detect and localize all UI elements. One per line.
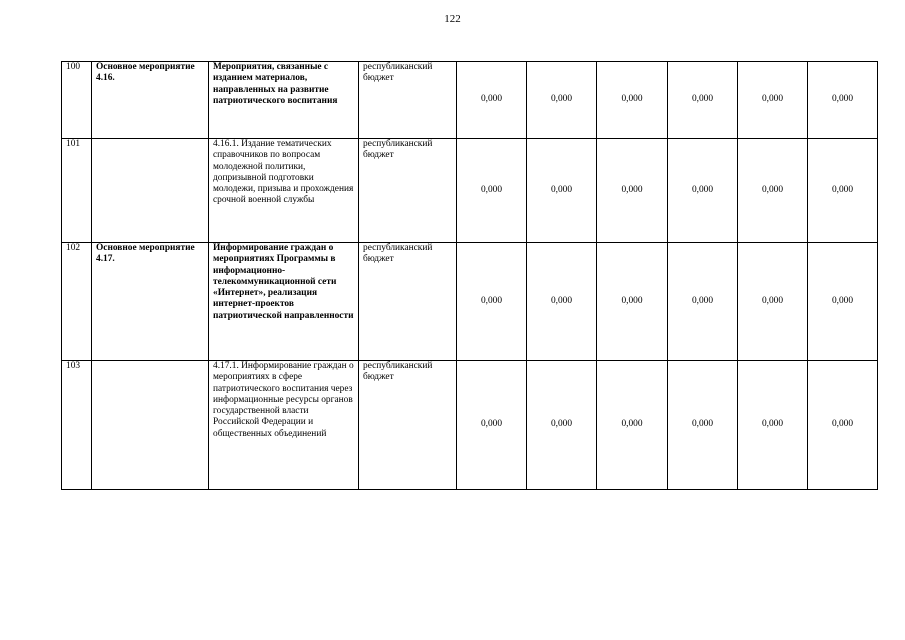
value-cell: 0,000: [738, 139, 808, 243]
value-cell: 0,000: [668, 139, 738, 243]
activity-cell: Основное мероприятие 4.17.: [92, 243, 209, 361]
value-cell: 0,000: [457, 139, 527, 243]
value-cell: 0,000: [668, 62, 738, 139]
value-cell: 0,000: [808, 139, 878, 243]
value-cell: 0,000: [808, 361, 878, 490]
funding-source-cell: республиканский бюджет: [359, 139, 457, 243]
row-index: 102: [62, 243, 92, 361]
description-cell: 4.17.1. Информирование граждан о мероприятиях в сфере патриотического воспитания через информационные ресурсы органов государственной власти Российской Федерации и общественных объединений: [209, 361, 359, 490]
value-cell: 0,000: [738, 361, 808, 490]
value-cell: 0,000: [597, 62, 668, 139]
funding-source-cell: республиканский бюджет: [359, 62, 457, 139]
value-cell: 0,000: [527, 243, 597, 361]
value-cell: 0,000: [597, 361, 668, 490]
description-cell: Информирование граждан о мероприятиях Программы в информационно-телекоммуникационной сети «Интернет», реализация интернет-проектов патриотической направленности: [209, 243, 359, 361]
value-cell: 0,000: [457, 243, 527, 361]
value-cell: 0,000: [597, 139, 668, 243]
table-row: [62, 139, 878, 243]
value-cell: 0,000: [457, 62, 527, 139]
description-cell: Мероприятия, связанные с изданием материалов, направленных на развитие патриотического воспитания: [209, 62, 359, 139]
activity-cell: [92, 361, 209, 490]
value-cell: 0,000: [527, 139, 597, 243]
activity-cell: [92, 139, 209, 243]
value-cell: 0,000: [738, 243, 808, 361]
page-number: 122: [444, 13, 461, 25]
funding-source-cell: республиканский бюджет: [359, 361, 457, 490]
description-cell: 4.16.1. Издание тематических справочников по вопросам молодежной политики, допризывной подготовки молодежи, призыва и прохождения срочной военной службы: [209, 139, 359, 243]
row-index: 100: [62, 62, 92, 139]
value-cell: 0,000: [668, 243, 738, 361]
row-index: 101: [62, 139, 92, 243]
value-cell: 0,000: [457, 361, 527, 490]
activity-cell: Основное мероприятие 4.16.: [92, 62, 209, 139]
value-cell: 0,000: [668, 361, 738, 490]
row-index: 103: [62, 361, 92, 490]
table-row: [62, 361, 878, 490]
budget-table: [61, 61, 878, 490]
table-row: [62, 243, 878, 361]
value-cell: 0,000: [808, 243, 878, 361]
value-cell: 0,000: [738, 62, 808, 139]
value-cell: 0,000: [597, 243, 668, 361]
table-row: [62, 62, 878, 139]
value-cell: 0,000: [527, 62, 597, 139]
funding-source-cell: республиканский бюджет: [359, 243, 457, 361]
value-cell: 0,000: [808, 62, 878, 139]
value-cell: 0,000: [527, 361, 597, 490]
